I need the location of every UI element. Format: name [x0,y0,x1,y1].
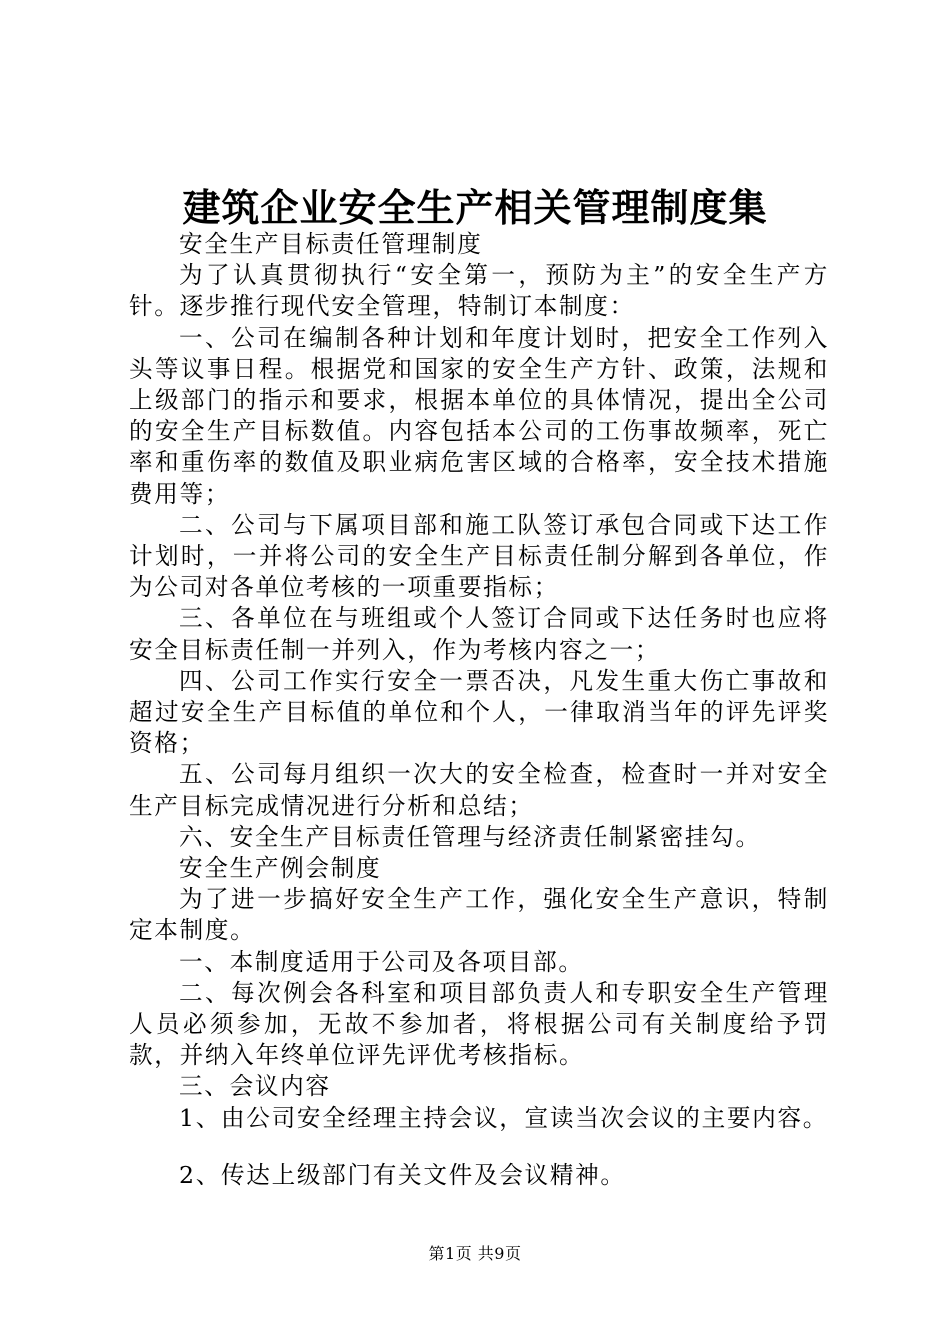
paragraph-meeting-item-3: 三、会议内容 [179,1072,331,1101]
paragraph-meeting-content-2: 2、传达上级部门有关文件及会议精神。 [179,1160,626,1189]
section-heading-safety-meeting: 安全生产例会制度 [179,854,382,883]
paragraph-item-6: 六、安全生产目标责任管理与经济责任制紧密挂勾。 [179,822,761,851]
paragraph-intro: 为了认真贯彻执行“安全第一，预防为主”的安全生产方针。逐步推行现代安全管理，特制订本制度： [129,261,829,321]
paragraph-meeting-item-1: 一、本制度适用于公司及各项目部。 [179,947,584,976]
paragraph-item-1: 一、公司在编制各种计划和年度计划时，把安全工作列入头等议事日程。根据党和国家的安全生产方针、政策，法规和上级部门的指示和要求，根据本单位的具体情况，提出全公司的安全生产目标数值。内容包括本公司的工伤事故频率，死亡率和重伤率的数值及职业病危害区域的合格率，安全技术措施费用等； [129,323,829,508]
paragraph-meeting-content-1: 1、由公司安全经理主持会议，宣读当次会议的主要内容。 [179,1103,829,1132]
paragraph-item-4: 四、公司工作实行安全一票否决，凡发生重大伤亡事故和超过安全生产目标值的单位和个人，一律取消当年的评先评奖资格； [129,666,829,758]
document-body [129,229,829,1191]
page-footer: 第1页 共9页 [428,1244,522,1263]
paragraph-item-3: 三、各单位在与班组或个人签订合同或下达任务时也应将安全目标责任制一并列入，作为考核内容之一； [129,604,829,664]
paragraph-item-2: 二、公司与下属项目部和施工队签订承包合同或下达工作计划时，一并将公司的安全生产目标责任制分解到各单位，作为公司对各单位考核的一项重要指标； [129,510,829,602]
document-title: 建筑企业安全生产相关管理制度集 [182,185,768,230]
paragraph-item-5: 五、公司每月组织一次大的安全检查，检查时一并对安全生产目标完成情况进行分析和总结； [129,760,829,820]
section-heading-target-responsibility: 安全生产目标责任管理制度 [179,230,483,258]
paragraph-meeting-item-2: 二、每次例会各科室和项目部负责人和专职安全生产管理人员必须参加，无故不参加者，将根据公司有关制度给予罚款，并纳入年终单位评先评优考核指标。 [129,978,829,1070]
paragraph-meeting-intro: 为了进一步搞好安全生产工作，强化安全生产意识，特制定本制度。 [129,885,829,945]
